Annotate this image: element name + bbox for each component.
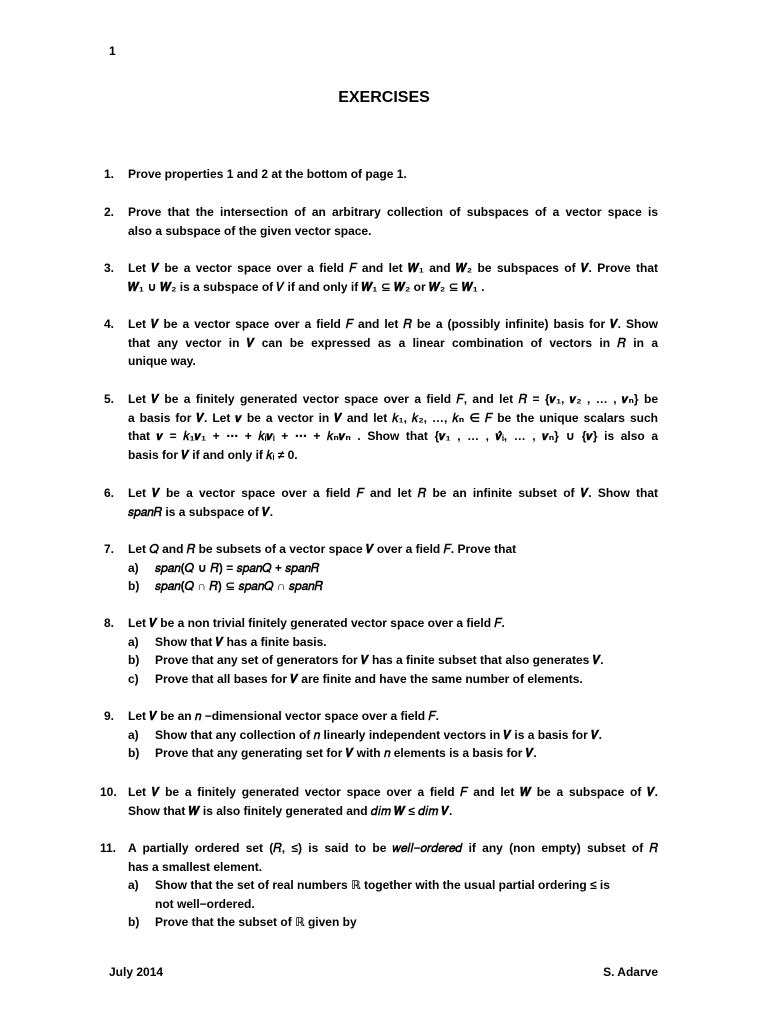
exercise-text-line: A partially ordered set (𝑅, ≤) is said to be 𝑤𝑒𝑙𝑙−𝑜𝑟𝑑𝑒𝑟𝑒𝑑 if any (non empty) subset of 𝑅 [128,841,658,855]
exercise-number: 8. [104,616,115,630]
exercise-text-line: Let 𝑽 be a finitely generated vector space over a field 𝐹 and let 𝑾 be a subspace of 𝑽. [128,785,658,799]
sub-exercise [128,913,658,932]
exercise-number: 1. [104,167,115,181]
exercise-item [104,614,658,688]
sub-exercise [128,744,658,763]
exercise-text-line: Prove properties 1 and 2 at the bottom of page 1. [128,167,407,181]
exercise-item [104,315,658,371]
sub-exercise-text: Prove that the subset of ℝ given by [155,915,357,929]
footer-date: July 2014 [109,965,164,979]
exercise-number: 6. [104,486,115,500]
exercise-text-line: Let 𝑽 be an 𝑛 −dimensional vector space over a field 𝐹. [128,709,439,723]
sub-exercise-text: Prove that any generating set for 𝑽 with 𝑛 elements is a basis for 𝑽. [155,746,537,760]
sub-exercise [128,559,658,578]
sub-exercise-text: not well−ordered. [155,896,255,911]
sub-exercise-label: a) [128,560,139,575]
sub-exercise [128,726,658,745]
exercise-item [100,839,658,932]
page-number: 1 [109,44,116,58]
exercise-text-line: 𝑠𝑝𝑎𝑛𝑅 is a subspace of 𝑽. [128,504,274,519]
exercise-number: 11. [100,841,117,855]
exercise-item [100,783,658,820]
exercise-item [104,259,658,296]
sub-exercise-text: Show that any collection of 𝑛 linearly independent vectors in 𝑽 is a basis for 𝑽. [155,727,603,742]
sub-exercise-label: a) [128,727,139,742]
exercise-item [104,484,658,521]
exercise-text-line: that any vector in 𝑽 can be expressed as a linear combination of vectors in 𝑅 in a [128,335,658,350]
sub-exercise-text: Show that the set of real numbers ℝ together with the usual partial ordering ≤ is [155,878,610,892]
exercise-text-line: also a subspace of the given vector space. [128,223,372,238]
sub-exercise [128,577,658,596]
sub-exercise-label: b) [128,579,140,593]
exercise-text-line: Prove that the intersection of an arbitrary collection of subspaces of a vector space is [128,205,658,219]
exercise-text-line: Let 𝑽 be a finitely generated vector space over a field 𝐹, and let 𝑅 = {𝒗₁, 𝒗₂ , … , 𝒗ₙ} be [128,392,658,406]
exercise-number: 3. [104,261,115,275]
footer-author: S. Adarve [603,965,658,979]
exercise-number: 5. [104,392,115,406]
sub-exercise-text: Prove that all bases for 𝑽 are finite and have the same number of elements. [155,671,583,686]
exercise-item [104,390,658,464]
exercise-item [104,540,658,596]
sub-exercise-text: Prove that any set of generators for 𝑽 has a finite subset that also generates 𝑽. [155,653,604,667]
exercise-text-line: that 𝒗 = 𝑘₁𝒗₁ + ⋯ + 𝑘ᵢ𝒗ᵢ + ⋯ + 𝑘ₙ𝒗ₙ . Show that {𝒗₁ , … , 𝒗̂ᵢ, … , 𝒗ₙ} ∪ {𝒗} is also a [128,429,658,443]
exercise-text-line: 𝑾₁ ∪ 𝑾₂ is a subspace of 𝑉 if and only if 𝑾₁ ⊆ 𝑾₂ or 𝑾₂ ⊆ 𝑾₁ . [128,279,485,294]
exercise-item [104,165,658,184]
exercise-text-line: Let 𝑽 be a non trivial finitely generated vector space over a field 𝐹. [128,616,505,630]
exercise-text-line: Show that 𝑾 is also finitely generated and 𝑑𝑖𝑚 𝑾 ≤ 𝑑𝑖𝑚 𝑽. [128,803,453,818]
exercise-item [104,203,658,240]
sub-exercise-text: Show that 𝑽 has a finite basis. [155,634,327,649]
exercise-text-line: Let 𝑽 be a vector space over a field 𝐹 and let 𝑅 be an infinite subset of 𝑽. Show that [128,486,658,500]
sub-exercise-text: 𝑠𝑝𝑎𝑛(𝑄 ∪ 𝑅) = 𝑠𝑝𝑎𝑛𝑄 + 𝑠𝑝𝑎𝑛𝑅 [155,560,320,575]
exercise-number: 7. [104,542,115,556]
exercise-text-line: unique way. [128,354,196,368]
exercise-text-line: a basis for 𝑽. Let 𝒗 be a vector in 𝑽 and let 𝑘₁, 𝑘₂, …, 𝑘ₙ ∈ 𝐹 be the unique scalars such [128,410,658,425]
exercise-text-line: Let 𝑄 and 𝑅 be subsets of a vector space 𝑽 over a field 𝐹. Prove that [128,542,517,556]
exercise-number: 2. [104,205,115,219]
sub-exercise [128,670,658,689]
sub-exercise-label: b) [128,746,140,760]
sub-exercise [128,876,658,913]
exercise-text-line: basis for 𝑽 if and only if 𝑘ᵢ ≠ 0. [128,447,298,462]
exercise-item [104,707,658,763]
sub-exercise-text: 𝑠𝑝𝑎𝑛(𝑄 ∩ 𝑅) ⊆ 𝑠𝑝𝑎𝑛𝑄 ∩ 𝑠𝑝𝑎𝑛𝑅 [155,579,323,593]
sub-exercise-label: a) [128,634,139,649]
exercise-text-line: has a smallest element. [128,859,263,874]
exercise-number: 4. [104,317,115,331]
sub-exercise-label: b) [128,653,140,667]
exercise-number: 9. [104,709,115,723]
sub-exercise-label: c) [128,671,139,686]
sub-exercise-label: a) [128,878,139,892]
exercise-text-line: Let 𝑽 be a vector space over a field 𝐹 and let 𝑅 be a (possibly infinite) basis for 𝑽. Show [128,317,658,331]
page-title: EXERCISES [338,89,430,106]
sub-exercise [128,633,658,652]
exercise-number: 10. [100,785,117,799]
sub-exercise [128,651,658,670]
sub-exercise-label: b) [128,915,140,929]
exercise-text-line: Let 𝑽 be a vector space over a field 𝐹 and let 𝑾₁ and 𝑾₂ be subspaces of 𝑽. Prove that [128,261,658,275]
